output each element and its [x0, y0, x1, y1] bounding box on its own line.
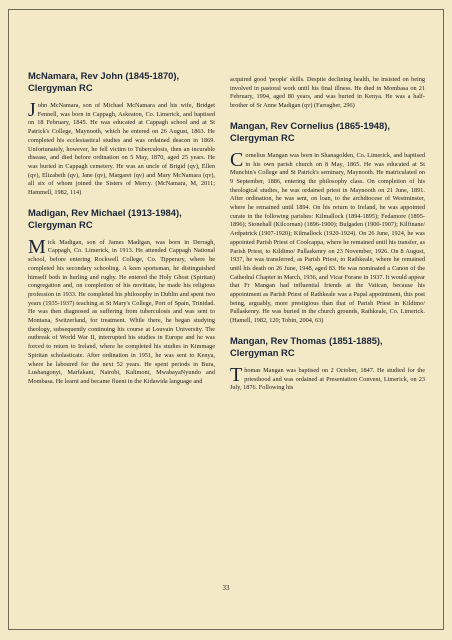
drop-cap: T [230, 363, 243, 386]
entry-text [28, 99, 215, 198]
right-column [230, 76, 425, 393]
entry-heading: Mangan, Rev Cornelius (1865-1948), Clergyman RC [230, 119, 390, 143]
entry-text [28, 235, 215, 387]
page-number: 33 [222, 584, 230, 592]
entry-body: homas Mangan was baptised on 2 October, 1847. He studied for the priesthood and was ordained at Presentation Convent, Limerick, on 23 July, 1876. Following his [230, 366, 425, 392]
entry-mcnamara-john [28, 70, 215, 198]
entry-heading: McNamara, Rev John (1845-1870), Clergyman RC [28, 70, 180, 93]
entry-heading: Madigan, Rev Michael (1913-1984), Clergyman RC [28, 206, 182, 230]
entry-madigan-michael [28, 207, 215, 387]
left-column [28, 70, 215, 387]
entry-body: ornelius Mangan was born in Shanagolden, Co. Limerick, and baptised in his own parish church on 8 May, 1865. He was educated at St Munchin's College and St Patrick's seminary, Maynooth. He matriculated on 9 September, 1886, entering the philosophy class. On completion of his theological studies, he was ordained priest in Maynooth on 21 June, 1891. After ordination, he was sent, on loan, to the archdiocese of Westminster, where he remained until 1894. On his return to Ireland, he was appointed curate in the following parishes: Kilmallock (1894-1895); Fedamore (1895-1896); Stonehall (Kilcornan) (1896-1900); Bulgaden (1900-1907); Kilfinane/ Ardpatrick (1907-1920); Kilmallock (1920-1924). On 26 June, 1924, he was appointed Parish Priest of Coolcappa, where he remained until his transfer, as Parish Priest, to Kildimo/ Pallaskenry on 23 November, 1926. On 8 August, 1937, he was transferred, as Parish Priest, to Rathkeale, where he remained until his death on 26 June, 1948, aged 83. He was nominated a Canon of the Cathedral Chapter in March, 1936, and Vicar Forane in 1937. It would appear that Fr Mangan had influential friends at the Vatican, because his appointment as Parish Priest of Rathkeale was a Papal appointment, this post being, arguably, more prestigious than that of Parish Priest in Kildimo/ Pallaskenry. He was buried in the church grounds, Rathkeale, Co. Limerick. (Hamell, 1982, 120; Tobin, 2004, 63) [230, 151, 425, 325]
entry-heading: Mangan, Rev Thomas (1851-1885), Clergyman RC [230, 334, 383, 358]
drop-cap: C [230, 148, 244, 171]
drop-cap: M [28, 235, 46, 258]
entry-text [230, 148, 425, 326]
continued-text: acquired good 'people' skills. Despite declining health, he insisted on being involved in pastoral work until his final illness. He died in Mombasa on 21 February, 1994, aged 80 years, and was buried in Kenya. He was a half-brother of Sr Anne Madigan (qv) (Farragher, 296) [230, 76, 425, 110]
entry-body: ohn McNamara, son of Michael McNamara and his wife, Bridget Fennell, was born in Cappagh, Askeaton, Co. Limerick, and baptised on 18 February, 1845. He was educated at Cappagh school and at St Patrick's College, Maynooth, which he entered on 26 August, 1863. He completed his ecclesiastical studies and was ordained deacon in 1869. Unfortunately, however, he fell victim to Tuberculosis, then an incurable disease, and died before ordination on 5 May, 1870, aged 25 years. He was buried in Cappagh cemetery. He was an uncle of Brigid (qv), Ellen (qv), Elizabeth (qv), Jane (qv), Margaret (qv) and Mary McNamara (qv), all six of whom joined the Sisters of Mercy. (McNamara, M, 2011; Hammell, 1982, 114) [28, 102, 215, 197]
entry-text [230, 363, 425, 393]
drop-cap: J [28, 99, 36, 121]
entry-mangan-cornelius [230, 120, 425, 326]
entry-body: ick Madigan, son of James Madigan, was born in Derragh, Cappagh, Co. Limerick, in 1913. He attended Cappagh National school, before entering Rockwell College, Co. Tipperary, where he completed his secondary schooling. A keen sportsman, he distinguished himself both in hurling and rugby. He entered the Holy Ghost (Spiritan) congregation and, on completion of his novitiate, he made his religious profession in 1933. He completed his philosophy in Dublin and spent two years (1935-1937) teaching at St Mary's College, Port of Spain, Trinidad. He was then diagnosed as suffering from tuberculosis and was sent to Montana, Switzerland, for treatment. While there, he began studying theology, subsequently continuing his course at Louvain University. The outbreak of World War II, interrupted his studies in Europe and he was forced to return to Ireland, where he completed his studies in Kimmage Spiritan scholasticate. After ordination in 1951, he was sent to Kenya, where he laboured for the next 52 years. He spent periods in Bura, Lushangonyi, Marfakani, Nairobi, Kalimoni, MwabayaNyundo and Mombasa. He learnt and became fluent in the Kidawida language and [28, 238, 215, 385]
entry-mangan-thomas [230, 335, 425, 393]
